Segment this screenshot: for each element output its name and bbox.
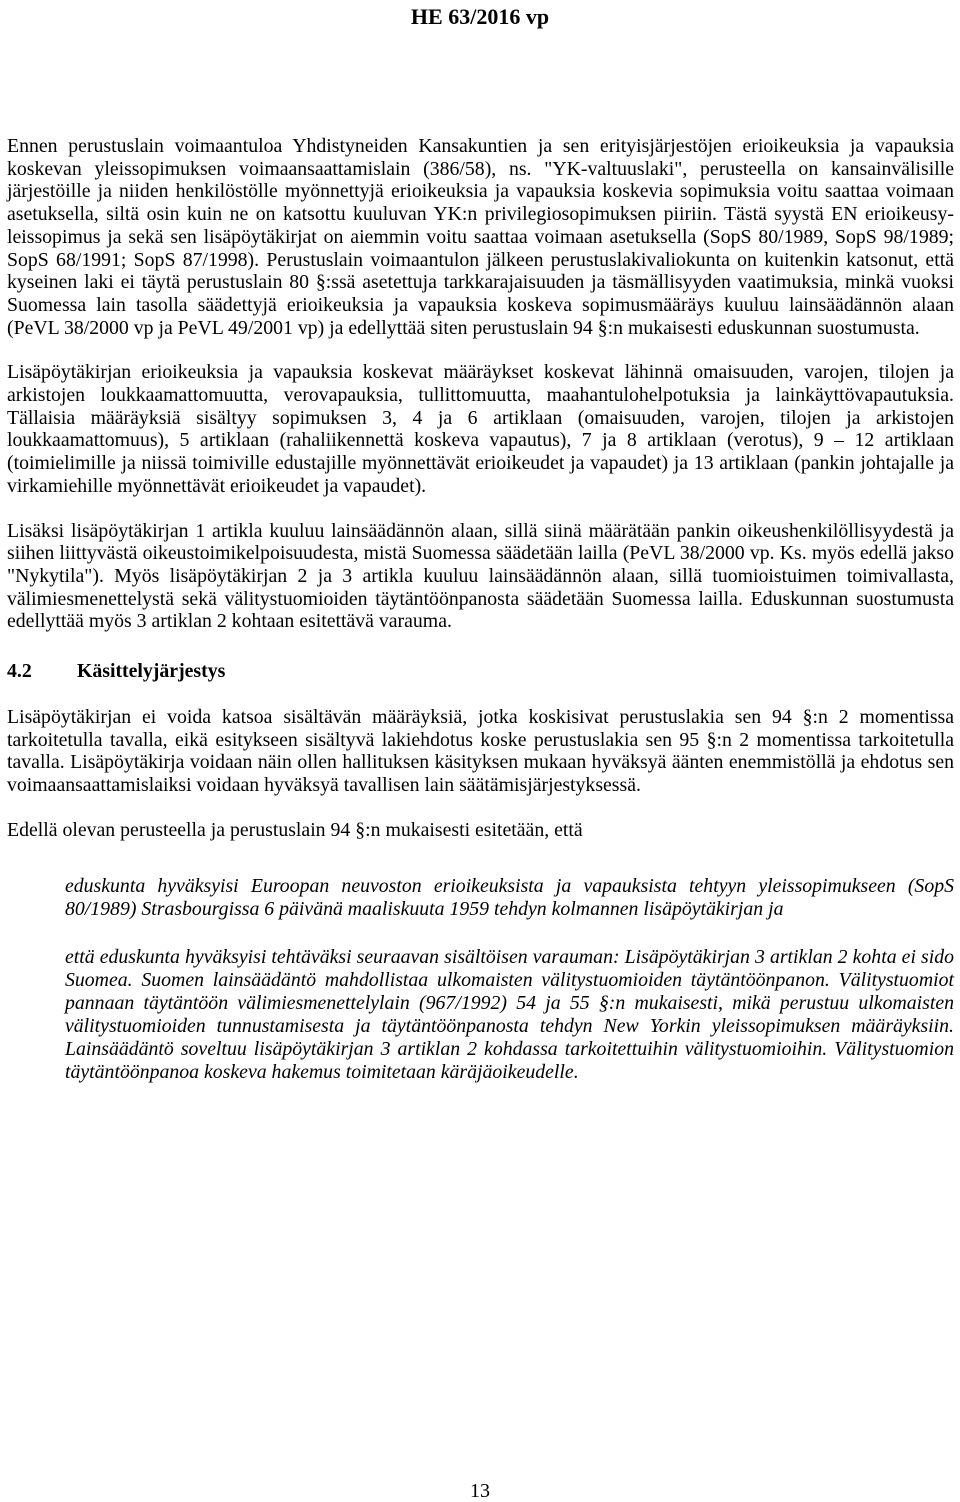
document-body [7,135,954,1109]
document-header: HE 63/2016 vp [410,4,550,29]
paragraph-legislation-scope: Lisäksi lisäpöytäkirjan 1 artikla kuuluu lainsäädännön alaan, sillä siinä määrätään pankin oikeushenkilöllisyydestä ja siihen liittyvästä oikeustoimikelpoisuudesta, mistä Suomessa säädetään lailla (PeVL 38/2000 vp. Ks. myös edellä jakso "Nykytila"). Myös lisäpöytäkirjan 2 ja 3 artikla kuuluu lainsäädännön alaan, sillä tuomioistuimen toimivallasta, välimiesmenettelystä sekä välitystuomioiden täytäntöönpanosta säädetään Suomessa lailla. Eduskunnan suostumusta edellyttää myös 3 artiklan 2 kohtaan esitettävä varauma. [7,519,954,633]
page-number: 13 [470,1480,490,1502]
resolution-approval: eduskunta hyväksyisi Euroopan neuvoston erioikeuksista ja vapauksista tehtyyn yleissopimukseen (SopS 80/1989) Strasbourgissa 6 päivänä maaliskuuta 1959 tehdyn kolmannen lisäpöytäkirjan ja [65,874,954,920]
paragraph-privileges: Lisäpöytäkirjan erioikeuksia ja vapauksia koskevat määräykset koskevat lähinnä omaisuuden, varojen, tilojen ja arkistojen loukkaamattomuutta, verovapauksia, tullittomuutta, maahantulohelpotuksia ja lainkäyttövapautuksia. Tällaisia määräyksiä sisältyy sopimuksen 3, 4 ja 6 artiklaan (omaisuuden, varojen, tilojen ja arkistojen loukkaamattomuus), 5 artiklaan (rahaliikennettä koskeva vapautus), 7 ja 8 artiklaan (verotus), 9 – 12 artiklaan (toimielimille ja niissä toimiville edustajille myönnettävät erioikeudet ja vapaudet) ja 13 artiklaan (pankin johtajalle ja virkamiehille myönnettävät erioikeudet ja vapaudet). [7,361,954,497]
paragraph-yk-valtuuslaki: Ennen perustuslain voimaantuloa Yhdistyneiden Kansakuntien ja sen erityisjärjestöjen erioikeuksia ja vapauksia koskevan yleissopimuksen voimaansaattamislain (386/58), ns. "YK-valtuuslaki", perusteella on kansainvälisille järjestöille ja niiden henkilöstölle myönnettyjä erioikeuksia ja vapauksia koskevia sopimuksia voitu saattaa voimaan asetuksella, siltä osin kuin ne on katsottu kuuluvan YK:n privilegiosopimuksen piiriin. Tästä syystä EN erioikeusyleissopimus ja sekä sen lisäpöytäkirjat on aiemmin voitu saattaa voimaan asetuksella (SopS 80/1989, SopS 98/1989; SopS 68/1991; SopS 87/1998). Perustuslain voimaantulon jälkeen perustuslakivaliokunta on kuitenkin katsonut, että kyseinen laki ei täytä perustuslain 80 §:ssä asetettuja tarkkarajaisuuden ja täsmällisyyden vaatimuksia, minkä vuoksi Suomessa lain tasolla säädettyjä erioikeuksia ja vapauksia koskeva sopimusmääräys kuuluu lainsäädännön alaan (PeVL 38/2000 vp ja PeVL 49/2001 vp) ja edellyttää siten perustuslain 94 §:n mukaisesti eduskunnan suostumusta. [7,135,954,339]
paragraph-proposal-intro: Edellä olevan perusteella ja perustuslain 94 §:n mukaisesti esitetään, että [7,818,583,841]
section-number: 4.2 [7,660,32,683]
resolution-reservation: että eduskunta hyväksyisi tehtäväksi seuraavan sisältöisen varauman: Lisäpöytäkirjan 3 artiklan 2 kohta ei sido Suomea. Suomen lainsäädäntö mahdollistaa ulkomaisten välitystuomioiden täytäntöönpanon. Välitystuomiot pannaan täytäntöön välimiesmenettelylain (967/1992) 54 ja 55 §:n mukaisesti, mikä perustuu ulkomaisten välitystuomioiden tunnustamisesta ja täytäntöönpanosta tehdyn New Yorkin yleissopimuksen määräyksiin. Lainsäädäntö soveltuu lisäpöytäkirjan 3 artiklan 2 kohdassa tarkoitettuihin välitystuomioihin. Välitystuomion täytäntöönpanoa koskeva hakemus toimitetaan käräjäoikeudelle. [65,945,954,1083]
section-heading [7,660,954,683]
section-title: Käsittelyjärjestys [77,660,226,683]
paragraph-procedure: Lisäpöytäkirjan ei voida katsoa sisältävän määräyksiä, jotka koskisivat perustuslakia sen 94 §:n 2 momentissa tarkoitetulla tavalla, eikä esitykseen sisältyvä lakiehdotus koske perustuslakia sen 95 §:n 2 momentissa tarkoitetulla tavalla. Lisäpöytäkirja voidaan näin ollen hallituksen käsityksen mukaan hyväksyä äänten enemmistöllä ja ehdotus sen voimaansaattamislaiksi voidaan hyväksyä tavallisen lain säätämisjärjestyksessä. [7,706,954,797]
